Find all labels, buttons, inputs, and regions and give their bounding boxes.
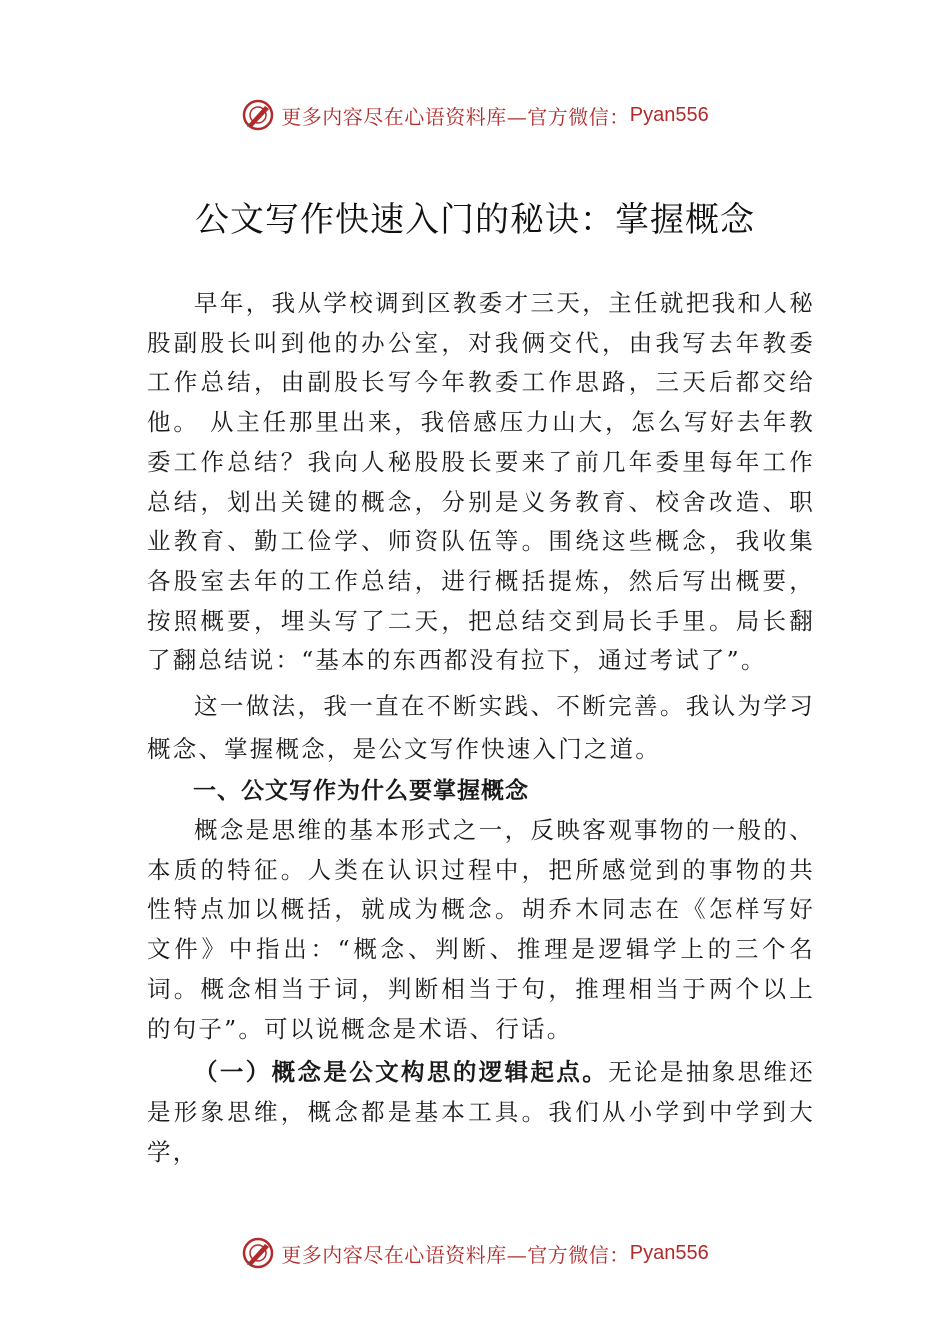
section-heading-1: 一、公文写作为什么要掌握概念: [193, 778, 529, 805]
document-body: [147, 284, 815, 1172]
footer-watermark-banner: [0, 1233, 950, 1273]
banner-text: 更多内容尽在心语资料库—官方微信：: [281, 1242, 630, 1267]
banner-text: 更多内容尽在心语资料库—官方微信：: [281, 104, 630, 129]
banner-wechat-id: Pyan556: [629, 1241, 709, 1264]
pen-circle-logo-icon: [241, 1236, 275, 1270]
paragraph-1: 早年，我从学校调到区教委才三天，主任就把我和人秘股副股长叫到他的办公室，对我俩交代，由我写去年教委工作总结，由副股长写今年教委工作思路，三天后都交给他。 从主任那里出来，我倍感压力山大，怎么写好去年教委工作总结？我向人秘股股长要来了前几年委里每年工作总结，划出关键的概念，分别是义务教育、校舍改造、职业教育、勤工俭学、师资队伍等。围绕这些概念，我收集各股室去年的工作总结，进行概括提炼，然后写出概要，按照概要，埋头写了二天，把总结交到局长手里。局长翻了翻总结说：“基本的东西都没有拉下，通过考试了”。: [147, 289, 815, 675]
paragraph-3: 概念是思维的基本形式之一，反映客观事物的一般的、本质的特征。人类在认识过程中，把所感觉到的事物的共性特点加以概括，就成为概念。胡乔木同志在《怎样写好文件》中指出：“概念、判断、推理是逻辑学上的三个名词。概念相当于词，判断相当于句，推理相当于两个以上的句子”。可以说概念是术语、行话。: [147, 816, 815, 1043]
paragraph-4-text: 无论是抽象思维还是形象思维，概念都是基本工具。我们从小学到中学到大学，: [147, 1058, 815, 1166]
paragraph-4: [147, 1053, 815, 1172]
paragraph-2: 这一做法，我一直在不断实践、不断完善。我认为学习概念、掌握概念，是公文写作快速入门之道。: [147, 692, 815, 764]
pen-circle-logo-icon: [241, 98, 275, 132]
document-title: 公文写作快速入门的秘诀：掌握概念: [195, 200, 755, 240]
header-watermark-banner: [0, 95, 950, 135]
paragraph-4-lead: （一）概念是公文构思的逻辑起点。: [194, 1058, 609, 1087]
banner-wechat-id: Pyan556: [629, 103, 709, 126]
